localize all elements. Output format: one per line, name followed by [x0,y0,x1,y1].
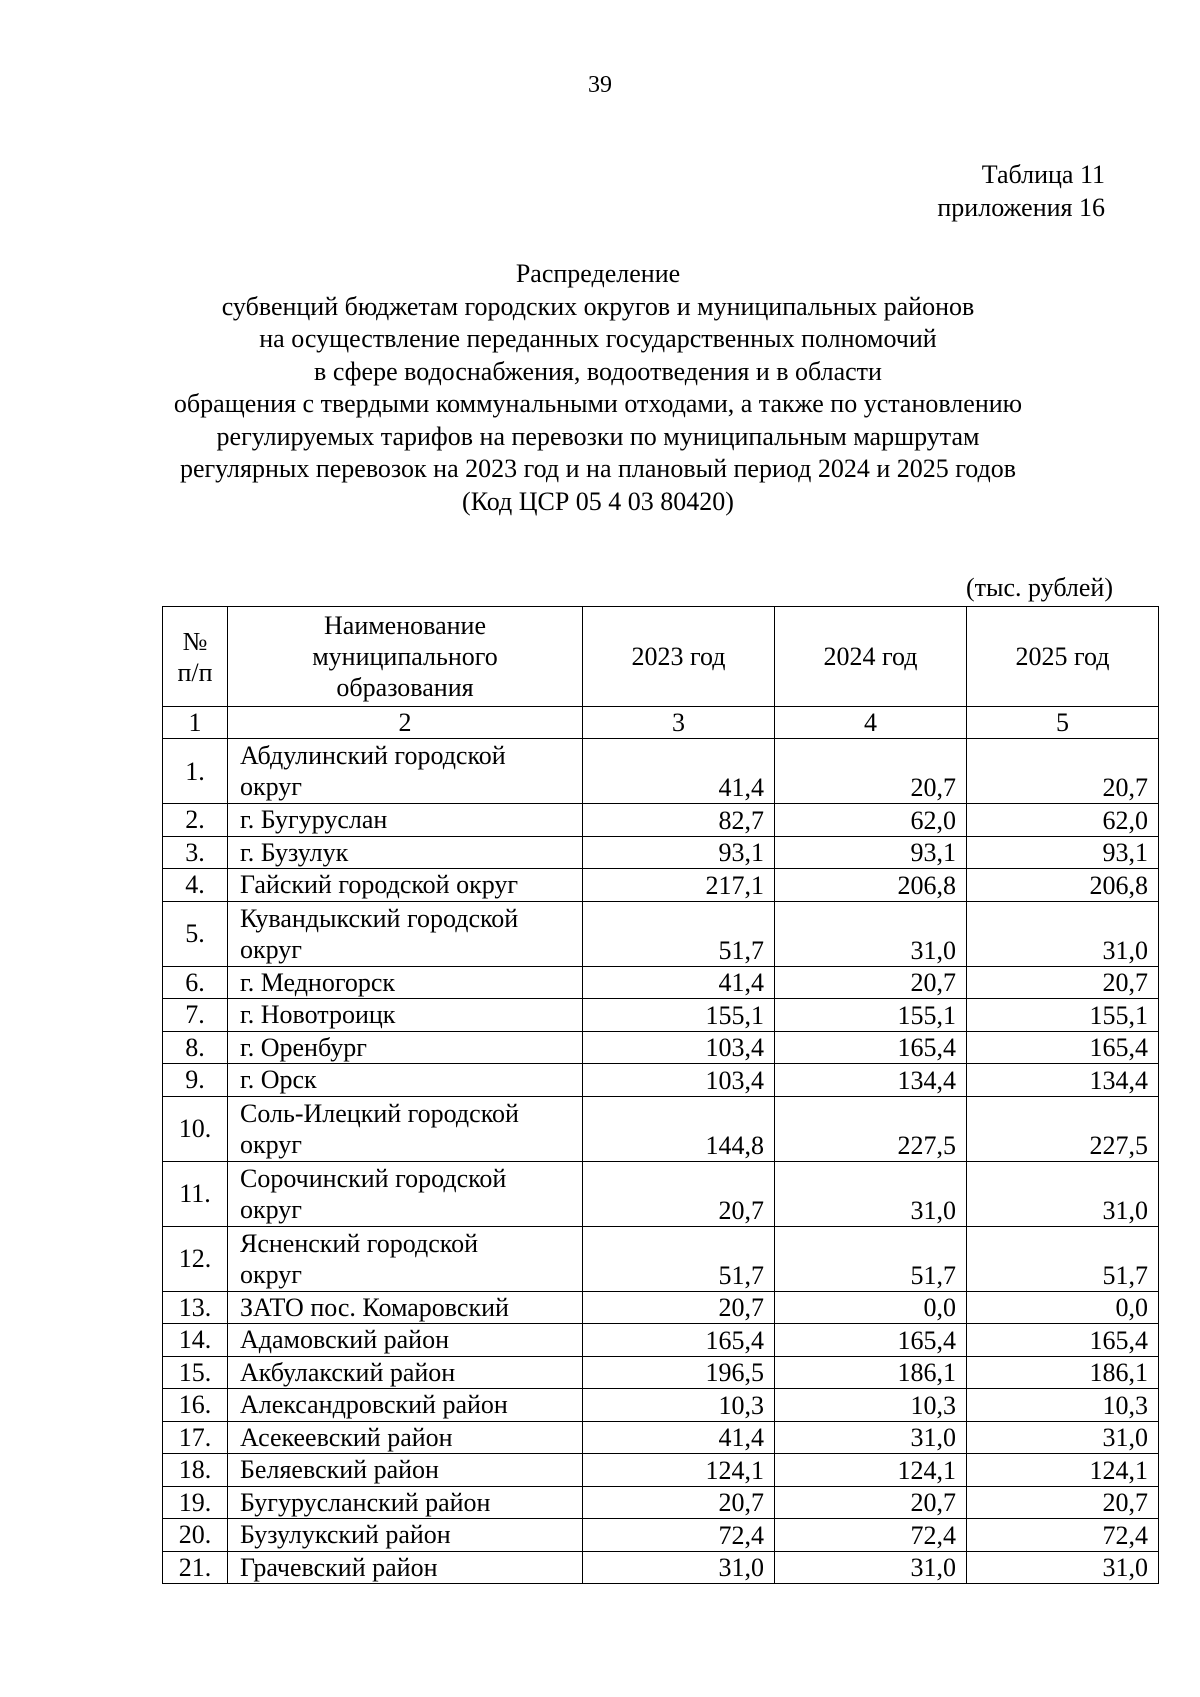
municipality-name-line1: г. Медногорск [240,967,396,997]
value-2024: 20,7 [775,739,967,804]
value-2025: 124,1 [967,1454,1159,1487]
value-2024: 206,8 [775,869,967,902]
municipality-name-line1: Абдулинский городской [240,741,506,770]
row-number: 6. [163,966,228,999]
row-number: 1. [163,739,228,804]
table-row [163,1031,1159,1064]
table-row [163,966,1159,999]
table-row [163,999,1159,1032]
table-row [163,739,1159,804]
subvention-table [162,606,1159,1584]
value-2023: 217,1 [583,869,775,902]
value-2024: 31,0 [775,1421,967,1454]
municipality-name [228,1226,583,1291]
header-name-line1: Наименование [324,611,486,640]
value-2024: 31,0 [775,1161,967,1226]
value-2025: 227,5 [967,1096,1159,1161]
municipality-name-line1: Беляевский район [240,1455,439,1485]
header-name-line2: муниципального [312,642,498,671]
municipality-name-line2: округ [240,1194,302,1224]
title-line: регулируемых тарифов на перевозки по муниципальным маршрутам [216,421,980,451]
municipality-name-line1: Адамовский район [240,1325,449,1355]
row-number: 13. [163,1291,228,1324]
municipality-name-line1: г. Бузулук [240,837,349,867]
row-number: 8. [163,1031,228,1064]
value-2025: 31,0 [967,1161,1159,1226]
value-2024: 124,1 [775,1454,967,1487]
municipality-name [228,1389,583,1422]
municipality-name-line1: Бузулукский район [240,1520,451,1550]
table-row [163,1389,1159,1422]
column-index-row [163,707,1159,739]
municipality-name-line1: Александровский район [240,1390,508,1420]
municipality-name [228,1324,583,1357]
municipality-name [228,1064,583,1097]
value-2025: 0,0 [967,1291,1159,1324]
title-line: обращения с твердыми коммунальными отходами, а также по установлению [173,389,1023,418]
value-2024: 186,1 [775,1356,967,1389]
value-2025: 62,0 [967,804,1159,837]
municipality-name [228,1551,583,1584]
value-2023: 144,8 [583,1096,775,1161]
value-2025: 20,7 [967,739,1159,804]
municipality-name-line1: Бугурусланский район [240,1487,491,1517]
municipality-name-line1: Ясненский городской [240,1228,479,1258]
header-2023: 2023 год [583,607,775,707]
municipality-name-line1: Акбулакский район [240,1357,456,1387]
value-2025: 72,4 [967,1519,1159,1552]
municipality-name [228,739,583,804]
value-2024: 165,4 [775,1031,967,1064]
table-reference [937,158,1105,224]
table-row [163,901,1159,966]
value-2024: 20,7 [775,966,967,999]
municipality-name-line2: округ [240,1129,302,1159]
table-reference-line2: приложения 16 [937,193,1105,222]
title-line: в сфере водоснабжения, водоотведения и в области [314,356,882,386]
municipality-name-line1: Асекеевский район [240,1422,453,1452]
municipality-name-line1: г. Оренбург [240,1032,367,1062]
table-row [163,1486,1159,1519]
table-row [163,1551,1159,1584]
header-number [163,607,228,707]
table-row [163,836,1159,869]
value-2025: 51,7 [967,1226,1159,1291]
table-row [163,1096,1159,1161]
table-row [163,1356,1159,1389]
value-2024: 51,7 [775,1226,967,1291]
column-index: 4 [775,707,967,739]
municipality-name [228,836,583,869]
value-2023: 165,4 [583,1324,775,1357]
unit-label: (тыс. рублей) [965,573,1113,602]
value-2023: 93,1 [583,836,775,869]
municipality-name-line1: ЗАТО пос. Комаровский [240,1292,509,1322]
column-index: 3 [583,707,775,739]
value-2023: 103,4 [583,1031,775,1064]
header-2025: 2025 год [967,607,1159,707]
municipality-name [228,901,583,966]
value-2023: 72,4 [583,1519,775,1552]
row-number: 9. [163,1064,228,1097]
value-2025: 165,4 [967,1324,1159,1357]
value-2024: 134,4 [775,1064,967,1097]
row-number: 11. [163,1161,228,1226]
table-row [163,1421,1159,1454]
value-2023: 196,5 [583,1356,775,1389]
municipality-name [228,869,583,902]
municipality-name [228,1161,583,1226]
value-2023: 20,7 [583,1161,775,1226]
header-number-line2: п/п [177,657,213,687]
value-2024: 155,1 [775,999,967,1032]
row-number: 18. [163,1454,228,1487]
row-number: 21. [163,1551,228,1584]
municipality-name [228,1291,583,1324]
municipality-name-line2: округ [240,934,302,964]
value-2024: 31,0 [775,901,967,966]
municipality-name [228,1421,583,1454]
header-2024: 2024 год [775,607,967,707]
municipality-name-line1: г. Новотроицк [240,1000,396,1030]
value-2024: 0,0 [775,1291,967,1324]
column-index: 2 [228,707,583,739]
value-2025: 10,3 [967,1389,1159,1422]
table-row [163,1064,1159,1097]
municipality-name-line1: Гайский городской округ [240,870,519,900]
row-number: 15. [163,1356,228,1389]
column-index: 1 [163,707,228,739]
value-2023: 124,1 [583,1454,775,1487]
value-2023: 51,7 [583,1226,775,1291]
municipality-name-line1: г. Бугуруслан [240,805,388,835]
table-row [163,804,1159,837]
value-2025: 206,8 [967,869,1159,902]
title-line: (Код ЦСР 05 4 03 80420) [462,486,734,516]
value-2023: 41,4 [583,739,775,804]
header-name-line3: образования [336,673,474,702]
row-number: 7. [163,999,228,1032]
municipality-name [228,1031,583,1064]
value-2025: 31,0 [967,1551,1159,1584]
table-reference-line1: Таблица 11 [981,160,1105,189]
title-line: Распределение [515,259,681,288]
municipality-name [228,1486,583,1519]
municipality-name-line2: округ [240,1259,302,1289]
value-2024: 165,4 [775,1324,967,1357]
row-number: 20. [163,1519,228,1552]
row-number: 12. [163,1226,228,1291]
municipality-name [228,1519,583,1552]
row-number: 10. [163,1096,228,1161]
municipality-name-line1: Сорочинский городской [240,1163,507,1193]
value-2023: 41,4 [583,966,775,999]
municipality-name [228,1096,583,1161]
value-2024: 72,4 [775,1519,967,1552]
value-2024: 62,0 [775,804,967,837]
row-number: 5. [163,901,228,966]
value-2023: 51,7 [583,901,775,966]
table-row [163,869,1159,902]
value-2025: 186,1 [967,1356,1159,1389]
value-2023: 20,7 [583,1291,775,1324]
value-2023: 103,4 [583,1064,775,1097]
municipality-name [228,1356,583,1389]
municipality-name-line1: Кувандыкский городской [240,903,519,933]
table-row [163,1519,1159,1552]
row-number: 3. [163,836,228,869]
value-2025: 31,0 [967,1421,1159,1454]
municipality-name [228,1454,583,1487]
value-2024: 227,5 [775,1096,967,1161]
page-number: 39 [588,72,612,98]
value-2024: 93,1 [775,836,967,869]
value-2025: 155,1 [967,999,1159,1032]
row-number: 2. [163,804,228,837]
value-2023: 155,1 [583,999,775,1032]
row-number: 19. [163,1486,228,1519]
value-2025: 31,0 [967,901,1159,966]
value-2025: 20,7 [967,966,1159,999]
table-row [163,1324,1159,1357]
table-row [163,1291,1159,1324]
value-2024: 10,3 [775,1389,967,1422]
table-row [163,1454,1159,1487]
value-2025: 93,1 [967,836,1159,869]
value-2025: 134,4 [967,1064,1159,1097]
table-row [163,1161,1159,1226]
value-2023: 41,4 [583,1421,775,1454]
value-2024: 20,7 [775,1486,967,1519]
table-header-row [163,607,1159,707]
title-line: субвенций бюджетам городских округов и муниципальных районов [221,291,975,321]
row-number: 16. [163,1389,228,1422]
title-line: регулярных перевозок на 2023 год и на плановый период 2024 и 2025 годов [179,454,1017,483]
municipality-name-line2: округ [240,772,302,801]
value-2024: 31,0 [775,1551,967,1584]
value-2023: 82,7 [583,804,775,837]
row-number: 4. [163,869,228,902]
municipality-name-line1: г. Орск [240,1065,317,1095]
municipality-name [228,804,583,837]
value-2023: 20,7 [583,1486,775,1519]
value-2025: 20,7 [967,1486,1159,1519]
document-title [0,258,1196,518]
table-row [163,1226,1159,1291]
municipality-name [228,966,583,999]
value-2025: 165,4 [967,1031,1159,1064]
header-number-line1: № [182,626,208,656]
municipality-name [228,999,583,1032]
value-2023: 31,0 [583,1551,775,1584]
municipality-name-line1: Грачевский район [240,1552,438,1582]
title-line: на осуществление переданных государственных полномочий [259,324,937,353]
header-name [228,607,583,707]
row-number: 14. [163,1324,228,1357]
column-index: 5 [967,707,1159,739]
value-2023: 10,3 [583,1389,775,1422]
municipality-name-line1: Соль-Илецкий городской [240,1098,519,1128]
row-number: 17. [163,1421,228,1454]
